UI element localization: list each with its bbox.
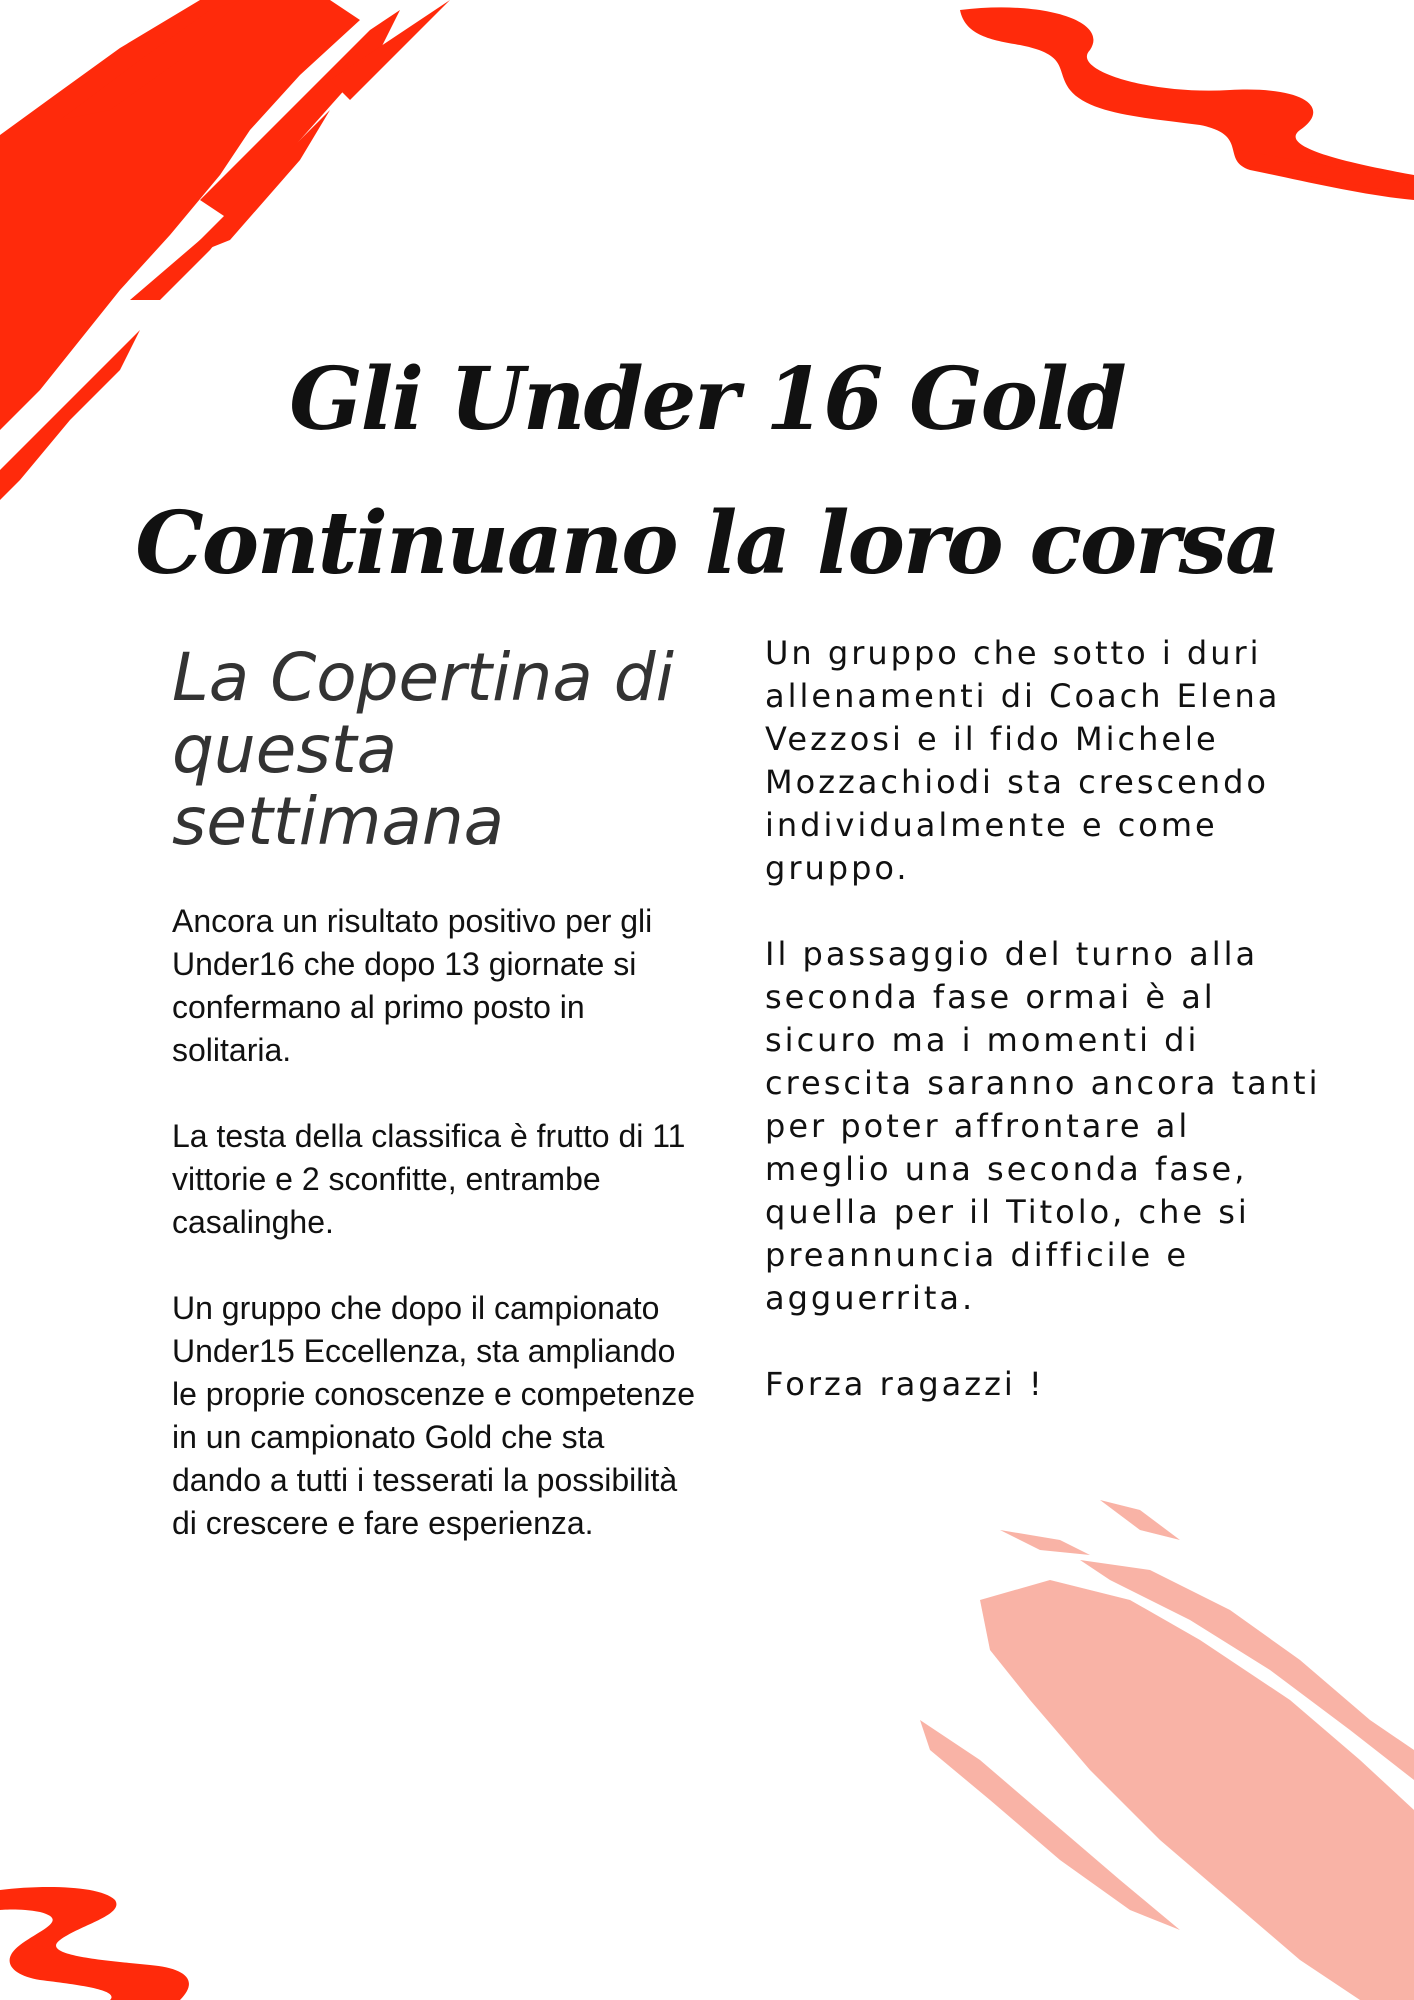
page-title-line-2: Continuano la loro corsa: [135, 493, 1279, 594]
page-title-line-1: Gli Under 16 Gold: [289, 349, 1125, 450]
left-paragraph-3: Un gruppo che dopo il campionato Under15 Eccellenza, sta ampliando le proprie conoscenze e competenze in un campionato Gold che sta dando a tutti i tesserati la possibilità di crescere e fare esperienza.: [172, 1290, 695, 1541]
section-subtitle: La Copertina di questa settimana: [172, 639, 674, 860]
left-paragraph-2: La testa della classifica è frutto di 11 vittorie e 2 sconfitte, entrambe casalinghe.: [172, 1118, 686, 1240]
brush-stroke-bottom-right: [920, 1500, 1414, 2000]
right-paragraph-1: Un gruppo che sotto i duri allenamenti di Coach Elena Vezzosi e il fido Michele Mozzachiodi sta crescendo individualmente e come gruppo.: [765, 634, 1281, 887]
brush-stroke-top-right: [960, 7, 1414, 200]
right-paragraph-2: Il passaggio del turno alla seconda fase ormai è al sicuro ma i momenti di crescita saranno ancora tanti per poter affrontare al meglio una seconda fase, quella per il Titolo, che si preannuncia difficile e agguerrita.: [765, 935, 1321, 1317]
right-paragraph-3: Forza ragazzi !: [765, 1365, 1045, 1403]
brush-stroke-bottom-left: [0, 1887, 189, 2000]
left-column: [172, 900, 702, 1588]
right-column: [765, 632, 1325, 1449]
left-paragraph-1: Ancora un risultato positivo per gli Under16 che dopo 13 giornate si confermano al primo posto in solitaria.: [172, 903, 653, 1068]
